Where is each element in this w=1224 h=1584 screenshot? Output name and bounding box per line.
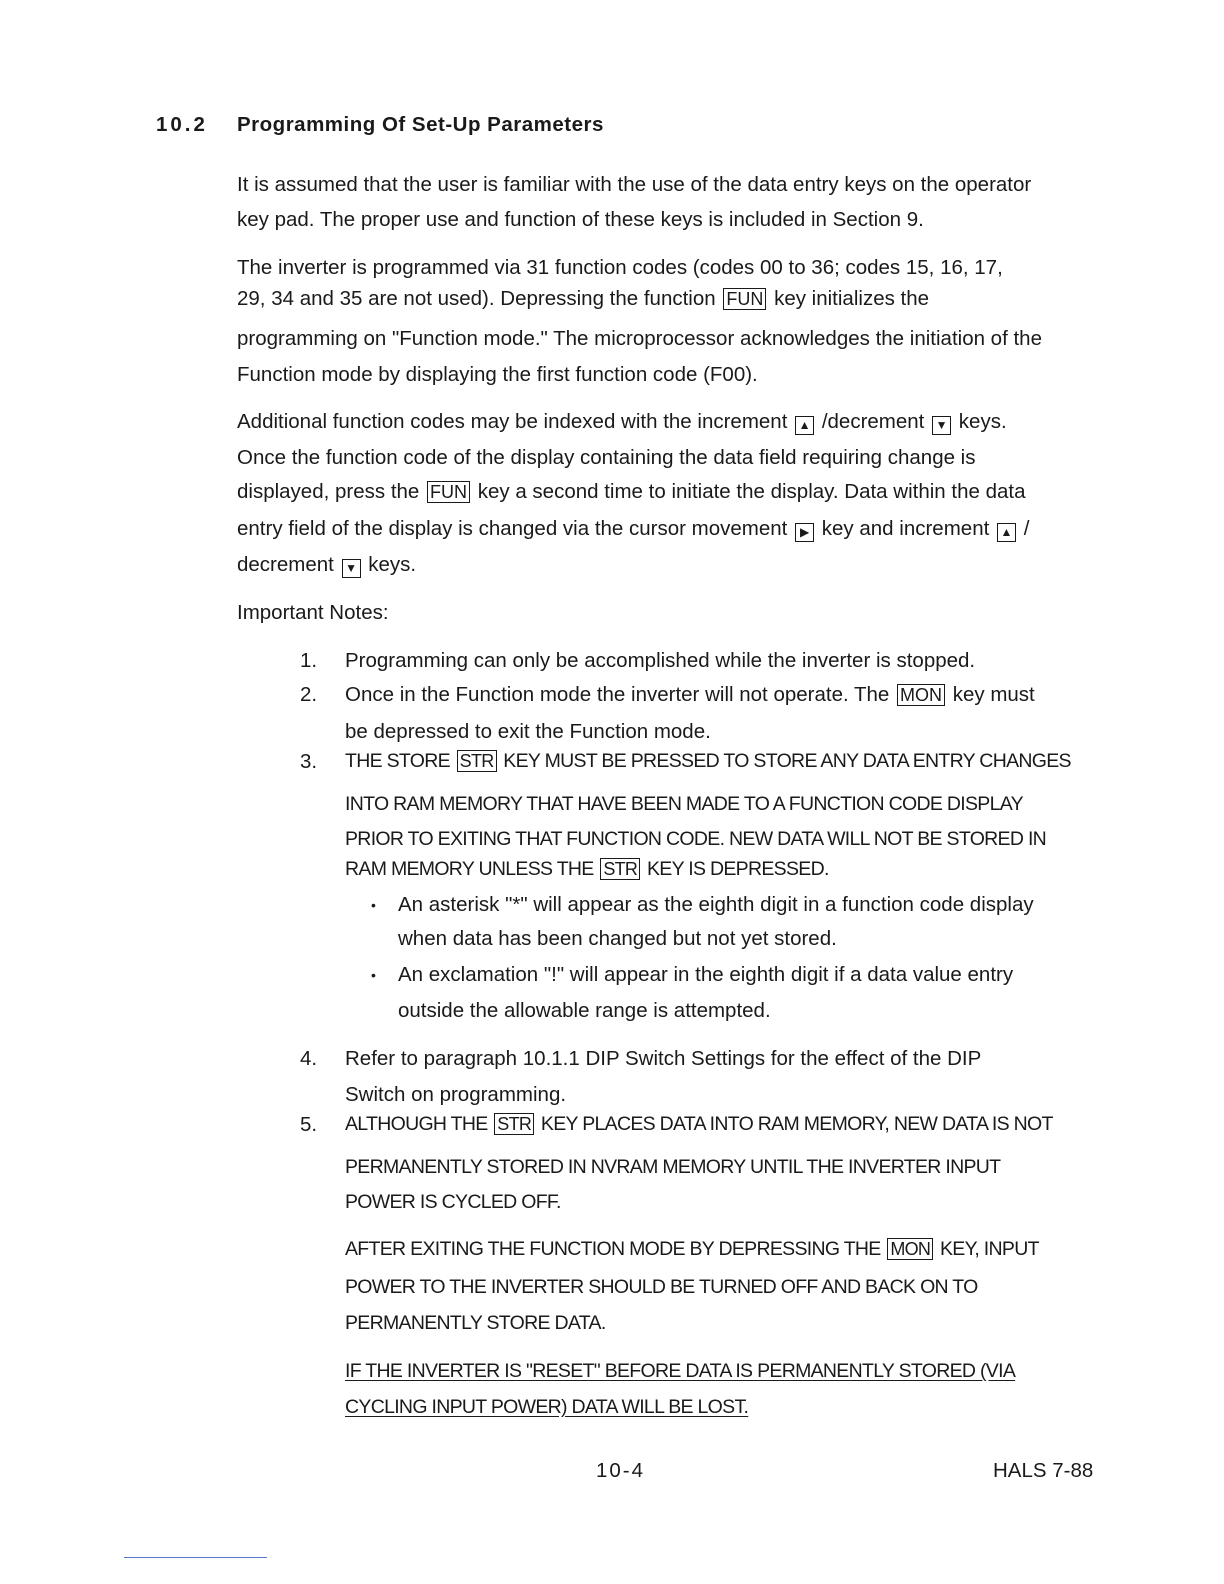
note2-line2: be depressed to exit the Function mode.	[345, 720, 711, 743]
para3-line4-end: /	[1023, 517, 1030, 540]
up-arrow-key-icon: ▲	[997, 523, 1016, 542]
note5-line1	[345, 1113, 1053, 1136]
note3-line1-end: KEY MUST BE PRESSED TO STORE ANY DATA ENTRY CHANGES	[503, 750, 1071, 772]
note3-line4-end: KEY IS DEPRESSED.	[646, 858, 829, 880]
note5-line1-end: KEY PLACES DATA INTO RAM MEMORY, NEW DATA IS NOT	[540, 1113, 1053, 1135]
document-code: HALS 7-88	[993, 1459, 1094, 1482]
para3-line5-end: keys.	[368, 553, 417, 576]
note3-line4-start: RAM MEMORY UNLESS THE	[345, 858, 594, 880]
str-key-icon: STR	[600, 858, 640, 880]
para3-line4-start: entry field of the display is changed via the cursor movement	[237, 517, 788, 540]
note3-bullet2-line1: An exclamation "!" will appear in the eighth digit if a data value entry	[398, 963, 1014, 986]
para3-line4-mid: key and increment	[821, 517, 990, 540]
note5-number: 5.	[300, 1113, 318, 1136]
note3-line1-start: THE STORE	[345, 750, 450, 772]
note5-line4-start: AFTER EXITING THE FUNCTION MODE BY DEPRESSING THE	[345, 1238, 881, 1260]
para1-line1: It is assumed that the user is familiar with the use of the data entry keys on the operator	[237, 173, 1032, 196]
note5-line5: POWER TO THE INVERTER SHOULD BE TURNED OFF AND BACK ON TO	[345, 1276, 978, 1298]
note3-line1	[345, 750, 1071, 773]
note3-number: 3.	[300, 750, 318, 773]
bullet-icon: •	[371, 897, 376, 913]
mon-key-icon: MON	[897, 684, 945, 706]
fun-key-icon: FUN	[723, 288, 766, 310]
note1-number: 1.	[300, 649, 318, 672]
note3-bullet1-line2: when data has been changed but not yet stored.	[398, 927, 837, 950]
note5-line6: PERMANENTLY STORE DATA.	[345, 1312, 606, 1334]
para1-line2: key pad. The proper use and function of these keys is included in Section 9.	[237, 208, 924, 231]
para3-line4	[237, 517, 1029, 542]
fun-key-icon: FUN	[427, 481, 470, 503]
footer-divider	[124, 1557, 267, 1558]
para2-line4: Function mode by displaying the first function code (F00).	[237, 363, 758, 386]
note3-line2: INTO RAM MEMORY THAT HAVE BEEN MADE TO A FUNCTION CODE DISPLAY	[345, 793, 1023, 815]
note3-bullet2-line2: outside the allowable range is attempted.	[398, 999, 771, 1022]
para3-line1-start: Additional function codes may be indexed with the increment	[237, 410, 788, 433]
para3-line3	[237, 480, 1025, 504]
section-title: Programming Of Set-Up Parameters	[237, 113, 604, 136]
para3-line3-start: displayed, press the	[237, 480, 420, 503]
note4-line1: Refer to paragraph 10.1.1 DIP Switch Settings for the effect of the DIP	[345, 1047, 982, 1070]
mon-key-icon: MON	[887, 1238, 933, 1260]
up-arrow-key-icon: ▲	[795, 416, 814, 435]
para3-line2: Once the function code of the display containing the data field requiring change is	[237, 446, 976, 469]
note1-text: Programming can only be accomplished while the inverter is stopped.	[345, 649, 976, 672]
note5-line4	[345, 1238, 1039, 1261]
down-arrow-key-icon: ▼	[932, 416, 951, 435]
note5-line4-end: KEY, INPUT	[939, 1238, 1039, 1260]
note5-warning-line2: CYCLING INPUT POWER) DATA WILL BE LOST.	[345, 1396, 749, 1418]
notes-heading: Important Notes:	[237, 601, 389, 624]
note5-line1-start: ALTHOUGH THE	[345, 1113, 488, 1135]
para2-line2	[237, 287, 929, 311]
para2-line1: The inverter is programmed via 31 function codes (codes 00 to 36; codes 15, 16, 17,	[237, 256, 1003, 279]
note4-line2: Switch on programming.	[345, 1083, 567, 1106]
para2-line2-end: key initializes the	[774, 287, 930, 310]
right-arrow-key-icon: ▶	[795, 523, 814, 542]
page-number: 10-4	[596, 1459, 646, 1482]
note3-line3: PRIOR TO EXITING THAT FUNCTION CODE. NEW DATA WILL NOT BE STORED IN	[345, 828, 1047, 850]
para3-line1-mid: /decrement	[821, 410, 925, 433]
para3-line3-end: key a second time to initiate the display. Data within the data	[477, 480, 1026, 503]
note4-number: 4.	[300, 1047, 318, 1070]
note2-number: 2.	[300, 683, 318, 706]
para3-line1	[237, 410, 1007, 435]
note5-line3: POWER IS CYCLED OFF.	[345, 1191, 561, 1213]
note2-line1	[345, 683, 1035, 707]
str-key-icon: STR	[457, 750, 497, 772]
para3-line1-end: keys.	[958, 410, 1007, 433]
note5-line2: PERMANENTLY STORED IN NVRAM MEMORY UNTIL THE INVERTER INPUT	[345, 1156, 1001, 1178]
note5-warning-line1: IF THE INVERTER IS "RESET" BEFORE DATA IS PERMANENTLY STORED (VIA	[345, 1360, 1016, 1382]
para3-line5-start: decrement	[237, 553, 334, 576]
str-key-icon: STR	[494, 1113, 534, 1135]
bullet-icon: •	[371, 967, 376, 983]
para2-line2-start: 29, 34 and 35 are not used). Depressing the function	[237, 287, 716, 310]
note2-line1-end: key must	[952, 683, 1035, 706]
note2-line1-start: Once in the Function mode the inverter will not operate. The	[345, 683, 890, 706]
note3-bullet1-line1: An asterisk "*" will appear as the eighth digit in a function code display	[398, 893, 1034, 916]
down-arrow-key-icon: ▼	[342, 559, 361, 578]
para3-line5	[237, 553, 416, 578]
section-number: 10.2	[156, 113, 208, 136]
note3-line4	[345, 858, 829, 881]
para2-line3: programming on "Function mode." The microprocessor acknowledges the initiation of the	[237, 327, 1042, 350]
